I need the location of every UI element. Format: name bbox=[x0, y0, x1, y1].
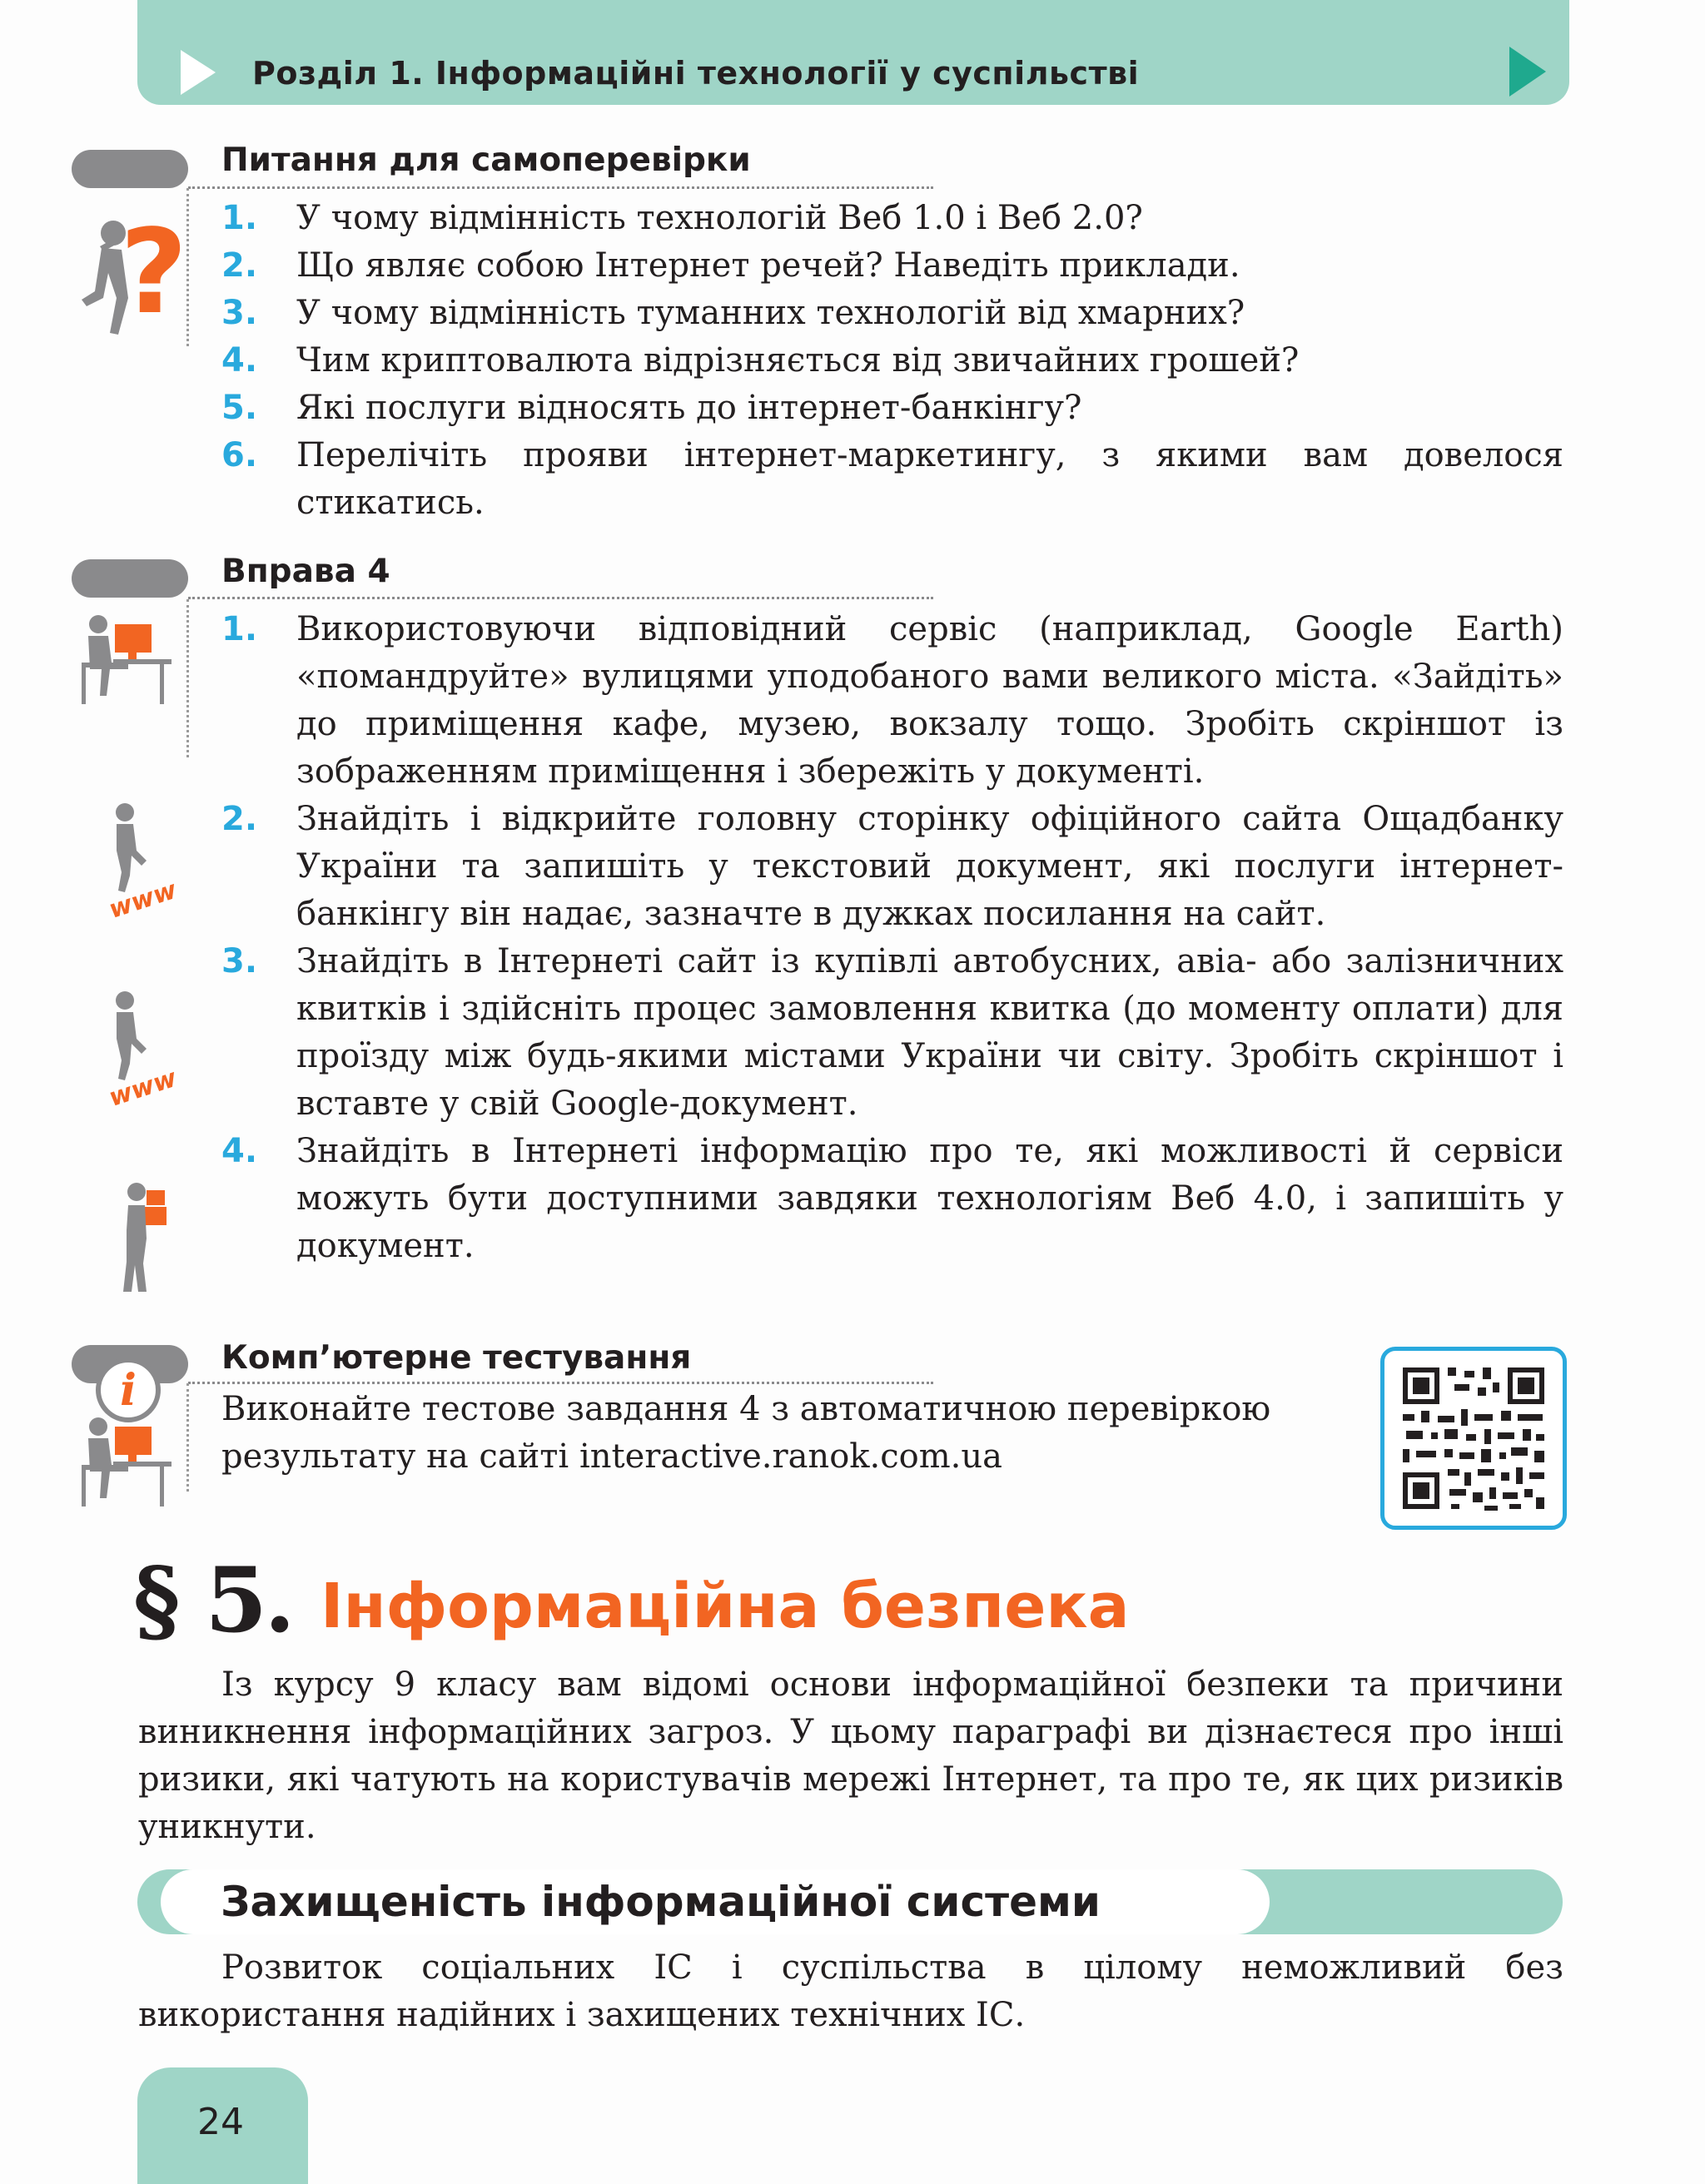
subsection-title: Захищеність інформаційної системи bbox=[221, 1878, 1101, 1926]
paragraph-number: § 5. bbox=[133, 1548, 292, 1653]
qr-code-icon[interactable] bbox=[1380, 1347, 1567, 1530]
person-carrying-boxes-icon bbox=[122, 1180, 188, 1297]
question-person-icon bbox=[70, 200, 188, 341]
list-item: 1. Використовуючи відповідний сервіс (наприклад, Google Earth) «помандруйте» вулицями уподобаного вами великого міста. «Зайдіть» до приміщення кафе, музею, вокзалу тощо. Зробіть скріншот із зображенням приміщення і збережіть у документі. bbox=[221, 610, 1563, 791]
computer-test-title: Комп’ютерне тестування bbox=[221, 1339, 692, 1377]
next-arrow-icon bbox=[1509, 47, 1546, 97]
list-item: 3. Знайдіть в Інтернеті сайт із купівлі автобусних, авіа- або залізничних квитків і здійсніть процес замовлення квитка (до моменту оплати) для проїзду між будь-якими містами України чи світу. Зробіть скріншот і вставте у свій Google-документ. bbox=[221, 942, 1563, 1123]
divider bbox=[188, 1382, 933, 1384]
section-pill bbox=[72, 150, 188, 188]
list-item: 2. Що являє собою Інтернет речей? Наведіть приклади. bbox=[221, 246, 1240, 285]
info-icon bbox=[95, 1357, 162, 1423]
svg-text:i: i bbox=[120, 1365, 137, 1416]
list-item: 2. Знайдіть і відкрийте головну сторінку офіційного сайта Ощадбанку України та запишіть у текстовий документ, які послуги інтернет-банкінгу він надає, зазначте в дужках посилання на сайт. bbox=[221, 800, 1563, 933]
list-item: 1. У чому відмінність технологій Веб 1.0 і Веб 2.0? bbox=[221, 199, 1143, 237]
chapter-title: Розділ 1. Інформаційні технології у суспільстві bbox=[252, 55, 1140, 92]
exercise-title: Вправа 4 bbox=[221, 553, 390, 590]
paragraph-title: Інформаційна безпека bbox=[321, 1571, 1130, 1642]
list-item: 6. Перелічіть прояви інтернет-маркетингу, з якими вам довелося стикатись. bbox=[221, 436, 1563, 522]
list-item: 5. Які послуги відносять до інтернет-банкінгу? bbox=[221, 389, 1082, 427]
divider bbox=[188, 186, 933, 189]
svg-text:?: ? bbox=[120, 205, 188, 340]
divider bbox=[186, 1383, 189, 1492]
svg-text:www: www bbox=[105, 1063, 181, 1113]
subsection-heading-band bbox=[137, 1869, 1563, 1934]
page-number: 24 bbox=[197, 2101, 244, 2143]
list-item: 3. У чому відмінність туманних технологій від хмарних? bbox=[221, 294, 1245, 332]
person-at-computer-icon bbox=[77, 1415, 176, 1511]
self-check-list bbox=[221, 195, 1563, 527]
list-item: 4. Чим криптовалюта відрізняється від звичайних грошей? bbox=[221, 341, 1300, 380]
person-climbing-www-icon bbox=[105, 801, 190, 925]
chapter-header bbox=[137, 0, 1569, 105]
paragraph-intro: Із курсу 9 класу вам відомі основи інформаційної безпеки та причини виникнення інформаційних загроз. У цьому параграфі ви дізнаєтеся про інші ризики, які чатують на користувачів мережі Інтернет, та про те, як цих ризиків уникнути. bbox=[138, 1665, 1563, 1846]
list-item: 4. Знайдіть в Інтернеті інформацію про те, які можливості й сервіси можуть бути доступними завдяки технологіям Веб 4.0, і запишіть у документ. bbox=[221, 1132, 1563, 1265]
svg-text:www: www bbox=[105, 875, 181, 925]
divider bbox=[188, 597, 933, 599]
subsection-text: Розвиток соціальних ІС і суспільства в цілому неможливий без використання надійних і захищених технічних ІС. bbox=[138, 1948, 1563, 2034]
computer-test-text: Виконайте тестове завдання 4 з автоматичною перевіркою результату на сайті interactive.ranok.com.ua bbox=[221, 1390, 1271, 1476]
person-climbing-www-icon bbox=[105, 989, 190, 1113]
page-number-tab bbox=[137, 2067, 308, 2184]
section-pill bbox=[72, 559, 188, 598]
exercise-list bbox=[221, 606, 1563, 1270]
self-check-title: Питання для самоперевірки bbox=[221, 141, 751, 179]
divider bbox=[186, 599, 189, 757]
person-at-computer-icon bbox=[77, 613, 176, 708]
arrow-right-icon bbox=[181, 50, 216, 95]
